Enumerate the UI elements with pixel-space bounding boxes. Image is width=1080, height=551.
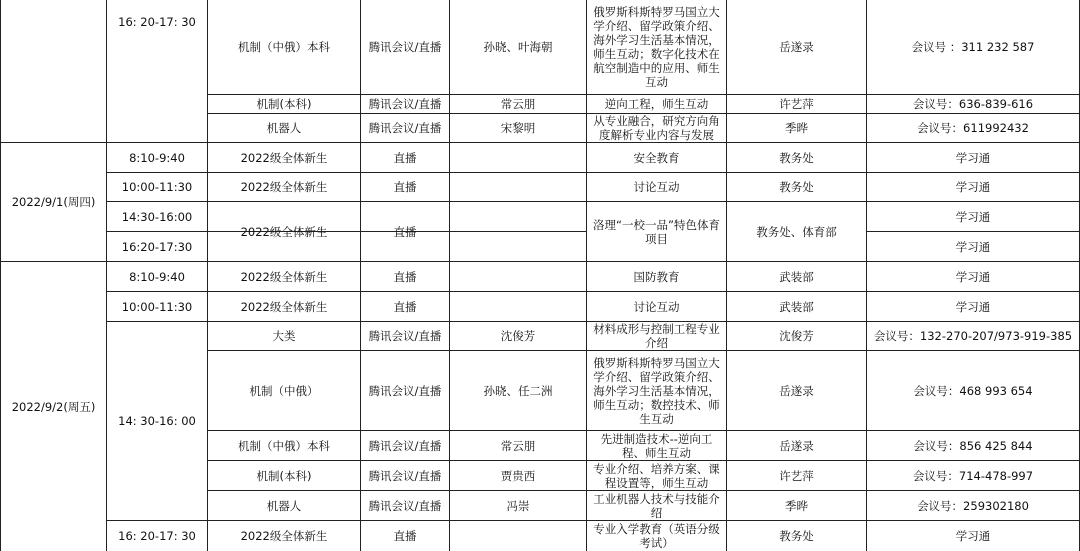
mode-cell: 腾讯会议/直播 (368, 40, 442, 54)
platform-cell: 会议号：714-478-997 (912, 468, 1034, 483)
mode-cell: 腾讯会议/直播 (368, 121, 442, 135)
platform-cell: 会议号：611992432 (917, 121, 1029, 135)
content-cell: 俄罗斯科斯特罗马国立大学介绍、留学政策介绍、海外学习生活基本情况，师生互动；数控技术、师生互动 (593, 355, 720, 426)
speaker-cell: 贾贵西 (500, 468, 536, 483)
platform-cell: 学习通 (955, 239, 991, 254)
platform-cell: 学习通 (955, 269, 991, 284)
speaker-cell: 宋黎明 (500, 121, 536, 135)
date-cell: 2022/9/1(周四) (11, 195, 96, 209)
platform-cell: 学习通 (955, 180, 991, 194)
speaker-cell: 常云朋 (500, 438, 536, 453)
speaker-cell: 冯崇 (506, 498, 530, 513)
major-cell: 2022级全体新生 (240, 269, 328, 284)
major-cell: 机器人 (266, 498, 302, 513)
mode-cell: 腾讯会议/直播 (368, 438, 442, 453)
platform-cell: 会议号：468 993 654 (913, 383, 1033, 398)
time-cell: 8:10-9:40 (129, 269, 185, 284)
host-cell: 岳遂录 (779, 40, 814, 54)
time-cell: 10:00-11:30 (121, 180, 193, 194)
major-cell: 2022级全体新生 (240, 224, 328, 239)
host-cell: 季晔 (785, 498, 808, 513)
platform-cell: 学习通 (955, 209, 991, 224)
content-cell: 工业机器人技术与技能介绍 (593, 491, 720, 520)
speaker-cell: 孙晓、任二洲 (483, 383, 553, 398)
mode-cell: 直播 (393, 224, 417, 239)
content-cell: 国防教育 (633, 269, 680, 284)
major-cell: 机器人 (266, 121, 302, 135)
major-cell: 2022级全体新生 (240, 150, 328, 165)
mode-cell: 腾讯会议/直播 (368, 97, 442, 111)
content-cell: 洛理“一校一品”特色体育项目 (593, 217, 720, 246)
time-cell: 16: 20-17: 30 (118, 15, 196, 29)
time-cell: 16: 20-17: 30 (118, 529, 196, 543)
time-cell: 10:00-11:30 (121, 299, 193, 314)
content-cell: 安全教育 (633, 150, 680, 165)
platform-cell: 会议号：636-839-616 (912, 97, 1034, 111)
major-cell: 2022级全体新生 (240, 529, 328, 543)
content-cell: 讨论互动 (633, 180, 680, 194)
host-cell: 教务处 (779, 529, 814, 543)
platform-cell: 会议号：259302180 (917, 498, 1029, 513)
time-cell: 14:30-16:00 (121, 209, 193, 224)
platform-cell: 会议号 ：311 232 587 (911, 40, 1035, 54)
content-cell: 专业介绍、培养方案、课程设置等，师生互动 (593, 461, 720, 490)
mode-cell: 腾讯会议/直播 (368, 383, 442, 398)
time-cell: 8:10-9:40 (129, 150, 185, 165)
host-cell: 教务处 (779, 150, 814, 165)
major-cell: 2022级全体新生 (240, 299, 328, 314)
host-cell: 教务处 (779, 180, 814, 194)
platform-cell: 会议号：856 425 844 (913, 438, 1033, 453)
time-cell: 16:20-17:30 (121, 239, 193, 254)
host-cell: 许艺萍 (779, 97, 814, 111)
time-cell: 14: 30-16: 00 (118, 414, 196, 428)
major-cell: 机制（中俄）本科 (238, 40, 330, 54)
host-cell: 教务处、体育部 (756, 224, 837, 239)
content-cell: 讨论互动 (633, 299, 680, 314)
major-cell: 机制(本科) (256, 97, 312, 111)
date-cell: 2022/9/2(周五) (11, 399, 96, 414)
host-cell: 岳遂录 (779, 438, 814, 453)
platform-cell: 学习通 (955, 529, 991, 543)
host-cell: 许艺萍 (779, 468, 814, 483)
content-cell: 俄罗斯科斯特罗马国立大学介绍、留学政策介绍、海外学习生活基本情况，师生互动；数字化技术在航空制造中的应用、师生互动 (593, 5, 720, 89)
speaker-cell: 沈俊芳 (500, 329, 536, 343)
mode-cell: 直播 (393, 529, 417, 543)
host-cell: 武装部 (779, 269, 814, 284)
mode-cell: 直播 (393, 299, 417, 314)
mode-cell: 直播 (393, 150, 417, 165)
platform-cell: 学习通 (955, 299, 991, 314)
content-cell: 先进制造技术--逆向工程、师生互动 (600, 431, 713, 460)
content-cell: 材料成形与控制工程专业介绍 (593, 322, 720, 350)
platform-cell: 学习通 (955, 150, 991, 165)
host-cell: 武装部 (779, 299, 814, 314)
mode-cell: 腾讯会议/直播 (368, 329, 442, 343)
speaker-cell: 常云朋 (500, 97, 536, 111)
major-cell: 2022级全体新生 (240, 180, 328, 194)
major-cell: 机制（中俄）本科 (238, 438, 330, 453)
mode-cell: 腾讯会议/直播 (368, 468, 442, 483)
host-cell: 季晔 (785, 121, 808, 135)
platform-cell: 会议号：132-270-207/973-919-385 (873, 329, 1073, 343)
speaker-cell: 孙晓、叶海朝 (483, 40, 553, 54)
content-cell: 专业入学教育（英语分级考试） (593, 522, 720, 550)
host-cell: 岳遂录 (779, 383, 814, 398)
mode-cell: 直播 (393, 180, 417, 194)
major-cell: 机制（中俄） (249, 383, 319, 398)
mode-cell: 腾讯会议/直播 (368, 498, 442, 513)
host-cell: 沈俊芳 (779, 329, 814, 343)
major-cell: 大类 (272, 329, 296, 343)
content-cell: 从专业融合，研究方向角度解析专业内容与发展 (593, 114, 720, 142)
major-cell: 机制(本科) (256, 468, 312, 483)
content-cell: 逆向工程，师生互动 (604, 97, 709, 111)
mode-cell: 直播 (393, 269, 417, 284)
